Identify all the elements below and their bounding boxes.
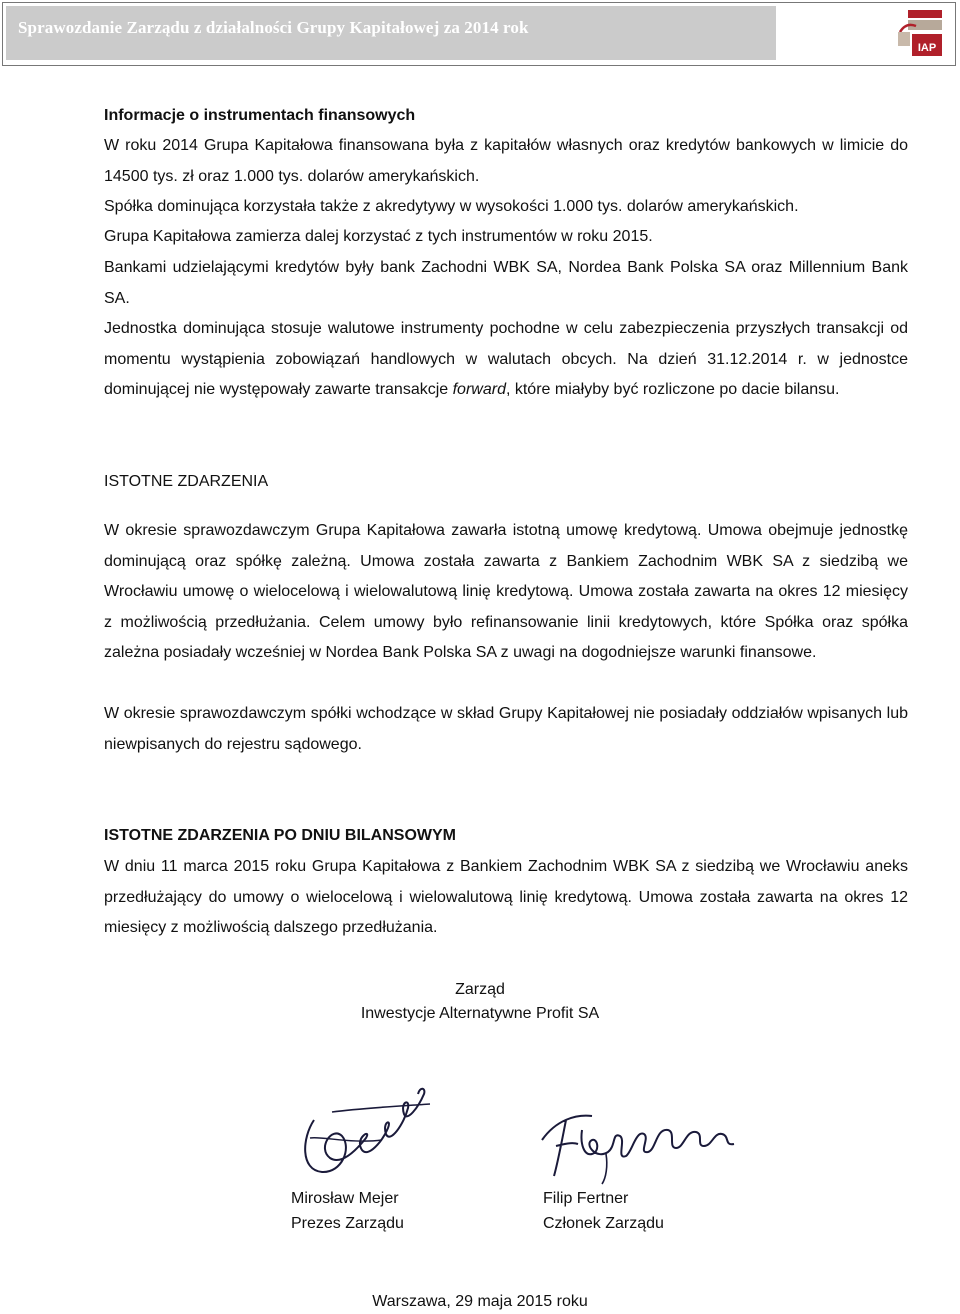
paragraph: Spółka dominująca korzystała także z akredytywy w wysokości 1.000 tys. dolarów amerykańskich. — [104, 198, 799, 215]
italic-term: forward — [452, 381, 506, 398]
section-heading-post-balance: ISTOTNE ZDARZENIA PO DNIU BILANSOWYM — [104, 827, 456, 844]
signatory-role: Prezes Zarządu — [291, 1215, 404, 1232]
signatory-block — [543, 1186, 664, 1236]
signature-mirosław-mejer — [292, 1078, 442, 1178]
paragraph: W okresie sprawozdawczym spółki wchodzące w skład Grupy Kapitałowej nie posiadały oddziałów wpisanych lub niewpisanych do rejestru sądowego. — [104, 705, 908, 753]
company-name: Inwestycje Alternatywne Profit SA — [360, 1005, 600, 1022]
document-title: Sprawozdanie Zarządu z działalności Grupy Kapitałowej za 2014 rok — [18, 18, 529, 37]
paragraph-forward-transactions: Jednostka dominująca stosuje walutowe instrumenty pochodne w celu zabezpieczenia przyszłych transakcji od momentu wystąpienia zobowiązań handlowych w walutach obcych. Na dzień 31.12.2014 r. w jednostce dominującej nie występowały zawarte transakcje forward, które miałyby być rozliczone po dacie bilansu. — [104, 320, 908, 398]
paragraph: W dniu 11 marca 2015 roku Grupa Kapitałowa z Bankiem Zachodnim WBK SA z siedzibą we Wrocławiu aneks przedłużający do umowy o wielocelową i wielowalutową linię kredytową. Umowa została zawarta na okres 12 miesięcy z możliwością dalszego przedłużania. — [104, 858, 908, 936]
signatory-role: Członek Zarządu — [543, 1215, 664, 1232]
logo-text: IAP — [917, 42, 937, 54]
place-and-date: Warszawa, 29 maja 2015 roku — [372, 1293, 588, 1310]
section-heading-instruments: Informacje o instrumentach finansowych — [104, 107, 416, 124]
signatory-name: Mirosław Mejer — [291, 1190, 399, 1207]
board-label: Zarząd — [455, 981, 505, 998]
iap-logo — [898, 10, 944, 58]
section-heading-events: ISTOTNE ZDARZENIA — [104, 473, 269, 490]
header-band — [6, 6, 776, 60]
paragraph: Bankami udzielającymi kredytów były bank Zachodni WBK SA, Nordea Bank Polska SA oraz Millennium Bank SA. — [104, 259, 908, 307]
signatory-block — [291, 1186, 404, 1236]
signature-filip-fertner — [536, 1100, 751, 1190]
signatory-name: Filip Fertner — [543, 1190, 629, 1207]
paragraph: W roku 2014 Grupa Kapitałowa finansowana była z kapitałów własnych oraz kredytów bankowych w limicie do 14500 tys. zł oraz 1.000 tys. dolarów amerykańskich. — [104, 137, 908, 185]
paragraph: Grupa Kapitałowa zamierza dalej korzystać z tych instrumentów w roku 2015. — [104, 228, 653, 245]
paragraph: W okresie sprawozdawczym Grupa Kapitałowa zawarła istotną umowę kredytową. Umowa obejmuje jednostkę dominującą oraz spółkę zależną. Umowa została zawarta z Bankiem Zachodnim WBK SA z siedzibą we Wrocławiu umowę o wielocelową i wielowalutową linię kredytową. Umowa została zawarta na okres 12 miesięcy z możliwością przedłużania. Celem umowy było refinansowanie linii kredytowych, które Spółka oraz spółka zależna posiadały wcześniej w Nordea Bank Polska SA z uwagi na dogodniejsze warunki finansowe. — [104, 522, 908, 661]
